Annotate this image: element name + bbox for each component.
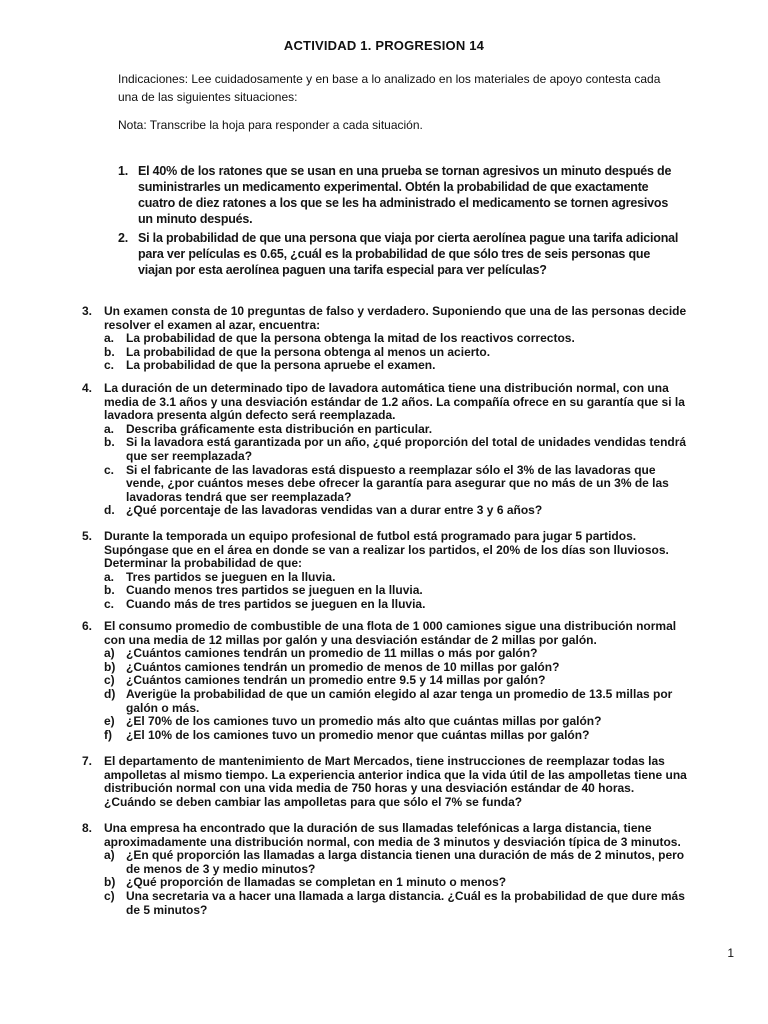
question-number: 6. xyxy=(82,619,93,633)
item-text: La probabilidad de que la persona obtenga la mitad de los reactivos correctos. xyxy=(126,331,575,346)
item-letter: a) xyxy=(104,848,115,863)
item-text: Averigüe la probabilidad de que un camión elegido al azar tenga un promedio de 13.5 millas por galón o más. xyxy=(126,686,673,715)
item-text: La probabilidad de que la persona obtenga al menos un acierto. xyxy=(126,344,491,359)
item-text: ¿El 10% de los camiones tuvo un promedio menor que cuántas millas por galón? xyxy=(126,727,590,742)
question-6 xyxy=(82,620,688,742)
item-letter: c) xyxy=(104,888,115,903)
question-item xyxy=(104,571,688,585)
question-item xyxy=(104,464,688,505)
item-letter: a. xyxy=(104,421,115,436)
item-letter: b. xyxy=(104,583,115,598)
item-text: Describa gráficamente esta distribución en particular. xyxy=(126,421,433,436)
question-item xyxy=(104,849,688,876)
question-text: El consumo promedio de combustible de una flota de 1 000 camiones sigue una distribución normal con una media de 12 millas por galón y una desviación estándar de 2 millas por galón. xyxy=(104,619,677,647)
question-7 xyxy=(82,755,688,809)
question-item xyxy=(104,346,688,360)
item-letter: b) xyxy=(104,875,116,890)
question-item xyxy=(104,729,688,743)
instructions-text: Indicaciones: Lee cuidadosamente y en base a lo analizado en los materiales de apoyo contesta cada una de las siguientes situaciones: xyxy=(118,72,661,104)
item-text: Si el fabricante de las lavadoras está dispuesto a reemplazar sólo el 3% de las lavadoras que vende, ¿por cuántos meses debe ofrecer la garantía para asegurar que no más de un 3% de las lavadoras tendrá que ser reemplazada? xyxy=(126,462,669,504)
question-number: 2. xyxy=(118,231,129,245)
page-title: ACTIVIDAD 1. PROGRESION 14 xyxy=(283,38,485,53)
item-text: ¿El 70% de los camiones tuvo un promedio más alto que cuántas millas por galón? xyxy=(126,714,602,729)
item-letter: c. xyxy=(104,596,115,611)
page-number: 1 xyxy=(727,946,734,960)
note-text: Nota: Transcribe la hoja para responder a cada situación. xyxy=(118,118,423,132)
question-number: 5. xyxy=(82,529,93,543)
item-letter: b. xyxy=(104,435,115,450)
item-letter: b) xyxy=(104,659,116,674)
item-text: Tres partidos se jueguen en la lluvia. xyxy=(126,569,336,584)
question-item xyxy=(104,661,688,675)
question-item xyxy=(104,688,688,715)
item-letter: a) xyxy=(104,646,115,661)
question-8 xyxy=(82,822,688,917)
question-text: La duración de un determinado tipo de lavadora automática tiene una distribución normal, con una media de 3.1 años y una desviación estándar de 1.2 años. La compañía ofrece en su garantía que si la lavadora presenta algún defecto será reemplazada. xyxy=(104,381,685,423)
question-3 xyxy=(82,305,688,373)
item-text: Cuando más de tres partidos se jueguen en la lluvia. xyxy=(126,596,426,611)
question-4 xyxy=(82,382,688,518)
question-item xyxy=(104,598,688,612)
question-number: 8. xyxy=(82,821,93,835)
item-text: Si la lavadora está garantizada por un año, ¿qué proporción del total de unidades vendidas tendrá que ser reemplazada? xyxy=(126,435,687,463)
item-letter: a. xyxy=(104,569,115,584)
question-text: Si la probabilidad de que una persona que viaja por cierta aerolínea pague una tarifa adicional para ver películas es 0.65, ¿cuál es la probabilidad de que sólo tres de seis personas que viajan por esta aerolínea paguen una tarifa especial para ver películas? xyxy=(138,231,679,277)
item-letter: c) xyxy=(104,673,115,688)
question-1 xyxy=(118,163,684,227)
item-text: ¿Cuántos camiones tendrán un promedio de 11 millas o más por galón? xyxy=(126,646,538,661)
question-5 xyxy=(82,530,688,612)
question-number: 3. xyxy=(82,304,93,318)
question-text: Un examen consta de 10 preguntas de falso y verdadero. Suponiendo que una de las personas decide resolver el examen al azar, encuentra: xyxy=(104,304,687,332)
scan-bleed-artifact xyxy=(100,150,680,161)
question-item xyxy=(104,332,688,346)
question-item xyxy=(104,674,688,688)
question-item xyxy=(104,715,688,729)
question-item xyxy=(104,436,688,463)
question-text: El 40% de los ratones que se usan en una prueba se tornan agresivos un minuto después de suministrarles un medicamento experimental. Obtén la probabilidad de que exactamente cuatro de diez ratones a los que se les ha administrado el medicamento se tornen agresivos un minuto después. xyxy=(138,164,672,226)
question-item xyxy=(104,890,688,917)
item-letter: d) xyxy=(104,686,116,701)
item-letter: e) xyxy=(104,714,115,729)
item-text: Una secretaria va a hacer una llamada a larga distancia. ¿Cuál es la probabilidad de que dure más de 5 minutos? xyxy=(126,888,685,917)
item-text: Cuando menos tres partidos se jueguen en la lluvia. xyxy=(126,583,423,598)
question-item xyxy=(104,504,688,518)
item-text: ¿Cuántos camiones tendrán un promedio entre 9.5 y 14 millas por galón? xyxy=(126,673,546,688)
item-text: ¿Cuántos camiones tendrán un promedio de menos de 10 millas por galón? xyxy=(126,659,560,674)
item-letter: c. xyxy=(104,462,115,477)
question-text: Durante la temporada un equipo profesional de futbol está programado para jugar 5 partidos. Supóngase que en el área en donde se van a realizar los partidos, el 20% de los días son lluviosos. Determinar la probabilidad de que: xyxy=(104,529,669,571)
question-number: 1. xyxy=(118,164,129,178)
item-text: ¿Qué proporción de llamadas se completan en 1 minuto o menos? xyxy=(126,875,507,890)
item-letter: f) xyxy=(104,727,112,742)
item-letter: b. xyxy=(104,344,115,359)
question-2 xyxy=(118,230,684,278)
item-text: ¿En qué proporción las llamadas a larga distancia tienen una duración de más de 2 minutos, pero de menos de 3 y medio minutos? xyxy=(126,848,685,876)
question-item xyxy=(104,423,688,437)
question-item xyxy=(104,584,688,598)
question-text: El departamento de mantenimiento de Mart Mercados, tiene instrucciones de reemplazar todas las ampolletas al mismo tiempo. La experiencia anterior indica que la vida útil de las ampolletas tiene una distribución normal con una vida media de 750 horas y una desviación estándar de 40 horas. ¿Cuándo se deben cambiar las ampolletas para que sólo el 7% se funda? xyxy=(104,754,687,809)
item-letter: a. xyxy=(104,331,115,346)
question-number: 4. xyxy=(82,381,93,395)
question-text: Una empresa ha encontrado que la duración de sus llamadas telefónicas a larga distancia, tiene aproximadamente una distribución normal, con media de 3 minutos y desviación típica de 3 minutos. xyxy=(104,821,681,849)
item-letter: c. xyxy=(104,358,115,373)
question-item xyxy=(104,876,688,890)
question-number: 7. xyxy=(82,754,93,768)
question-item xyxy=(104,647,688,661)
item-letter: d. xyxy=(104,503,115,518)
item-text: La probabilidad de que la persona apruebe el examen. xyxy=(126,358,436,373)
question-item xyxy=(104,359,688,373)
item-text: ¿Qué porcentaje de las lavadoras vendidas van a durar entre 3 y 6 años? xyxy=(126,503,543,518)
